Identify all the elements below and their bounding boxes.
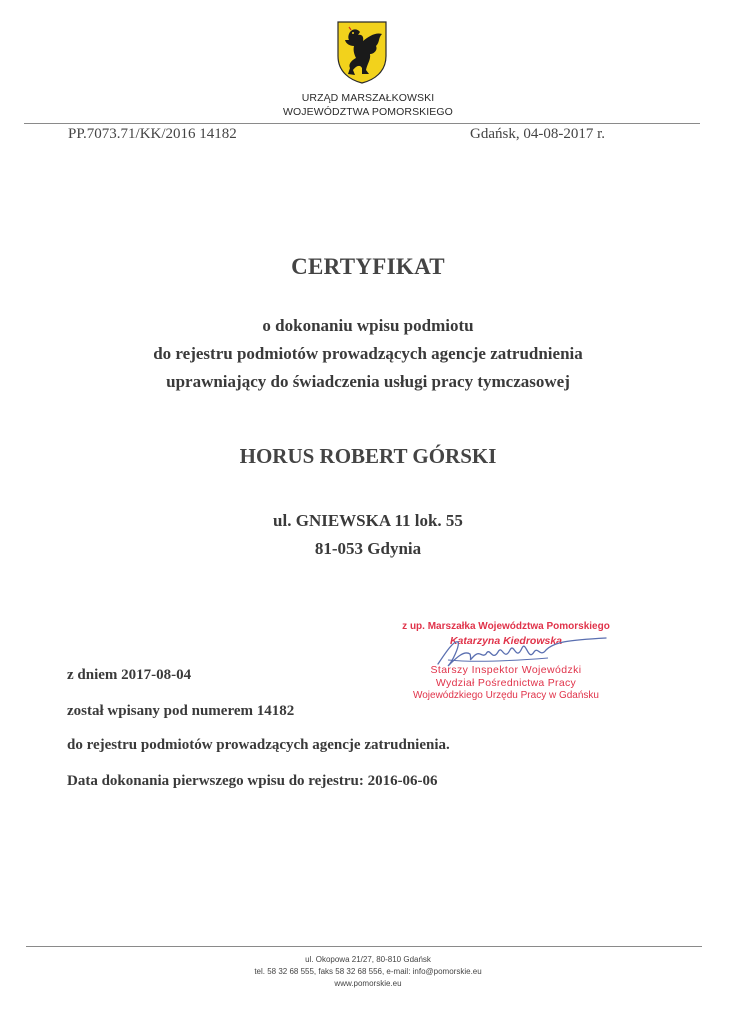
stamp-signatory-name: Katarzyna Kiedrowska [449,635,563,647]
organization-name-line-1: URZĄD MARSZAŁKOWSKI [301,92,435,104]
footer-address: ul. Okopowa 21/27, 80-810 Gdańsk [305,955,431,964]
griffin-coat-of-arms-icon [336,20,388,84]
stamp-office-line: Wojewódzkiego Urzędu Pracy w Gdańsku [412,690,599,701]
registration-number-line: został wpisany pod numerem 14182 [67,703,295,719]
subtitle-line: do rejestru podmiotów prowadzących agencje zatrudnienia [153,344,583,363]
first-entry-date-line: Data dokonania pierwszego wpisu do rejestru: 2016-06-06 [67,773,438,789]
footer-website: www.pomorskie.eu [334,979,402,988]
reference-number: PP.7073.71/KK/2016 14182 [68,126,237,142]
header-divider [24,123,700,124]
stamp-department-line: Wydział Pośrednictwa Pracy [435,677,577,689]
subtitle-line: o dokonaniu wpisu podmiotu [262,316,474,335]
register-name-line: do rejestru podmiotów prowadzących agencje zatrudnienia. [67,737,450,753]
document-title: CERTYFIKAT [291,254,445,279]
company-address-city: 81-053 Gdynia [314,539,422,558]
organization-name-line-2: WOJEWÓDZTWA POMORSKIEGO [283,106,453,118]
stamp-position-line: Starszy Inspektor Wojewódzki [430,664,582,676]
company-address-street: ul. GNIEWSKA 11 lok. 55 [273,511,463,530]
place-and-date: Gdańsk, 04-08-2017 r. [470,126,605,142]
footer-contact: tel. 58 32 68 555, faks 58 32 68 556, e-mail: info@pomorskie.eu [254,967,482,976]
company-name: HORUS ROBERT GÓRSKI [239,444,497,468]
official-stamp [398,618,614,708]
stamp-authority-line: z up. Marszałka Województwa Pomorskiego [402,621,610,632]
subtitle-line: uprawniający do świadczenia usługi pracy tymczasowej [166,372,570,391]
entry-date-line: z dniem 2017-08-04 [67,667,192,683]
footer-divider [26,946,702,947]
